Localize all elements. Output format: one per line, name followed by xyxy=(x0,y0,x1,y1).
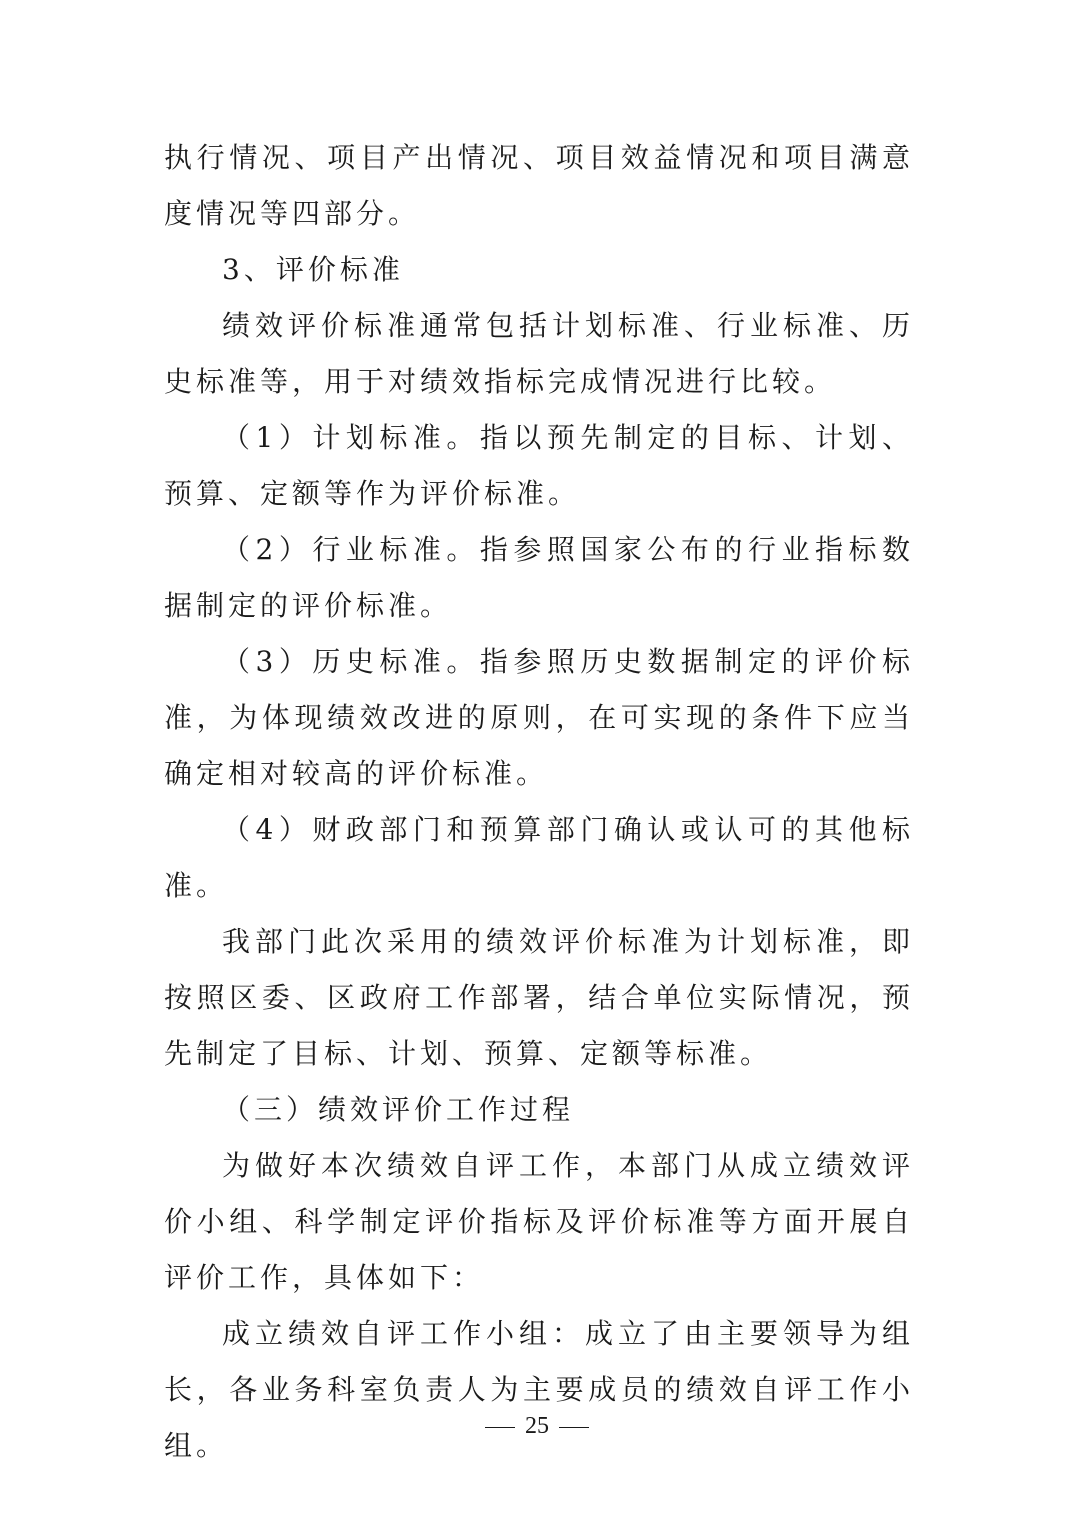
footer-dash-left xyxy=(485,1427,515,1428)
section-heading-evaluation-standard: 3、评价标准 xyxy=(222,253,404,286)
paragraph-plan-standard: （1）计划标准。指以预先制定的目标、计划、预算、定额等作为评价标准。 xyxy=(164,421,914,510)
paragraph-standard-intro: 绩效评价标准通常包括计划标准、行业标准、历史标准等，用于对绩效指标完成情况进行比较。 xyxy=(164,309,914,398)
body-text xyxy=(164,130,914,1474)
paragraph-other-standard: （4）财政部门和预算部门确认或认可的其他标准。 xyxy=(164,813,914,902)
section-heading-work-process: （三）绩效评价工作过程 xyxy=(222,1093,575,1126)
paragraph-continuation: 执行情况、项目产出情况、项目效益情况和项目满意度情况等四部分。 xyxy=(164,141,914,230)
paragraph-working-group: 成立绩效自评工作小组：成立了由主要领导为组长，各业务科室负责人为主要成员的绩效自评工作小组。 xyxy=(164,1317,914,1462)
paragraph-adopted-standard: 我部门此次采用的绩效评价标准为计划标准，即按照区委、区政府工作部署，结合单位实际情况，预先制定了目标、计划、预算、定额等标准。 xyxy=(164,925,914,1070)
paragraph-history-standard: （3）历史标准。指参照历史数据制定的评价标准，为体现绩效改进的原则，在可实现的条件下应当确定相对较高的评价标准。 xyxy=(164,645,914,790)
paragraph-industry-standard: （2）行业标准。指参照国家公布的行业指标数据制定的评价标准。 xyxy=(164,533,914,622)
paragraph-work-process: 为做好本次绩效自评工作，本部门从成立绩效评价小组、科学制定评价指标及评价标准等方面开展自评价工作，具体如下： xyxy=(164,1149,914,1294)
page-number: 25 xyxy=(525,1413,549,1439)
footer-dash-right xyxy=(559,1427,589,1428)
page-footer xyxy=(0,1410,1074,1442)
